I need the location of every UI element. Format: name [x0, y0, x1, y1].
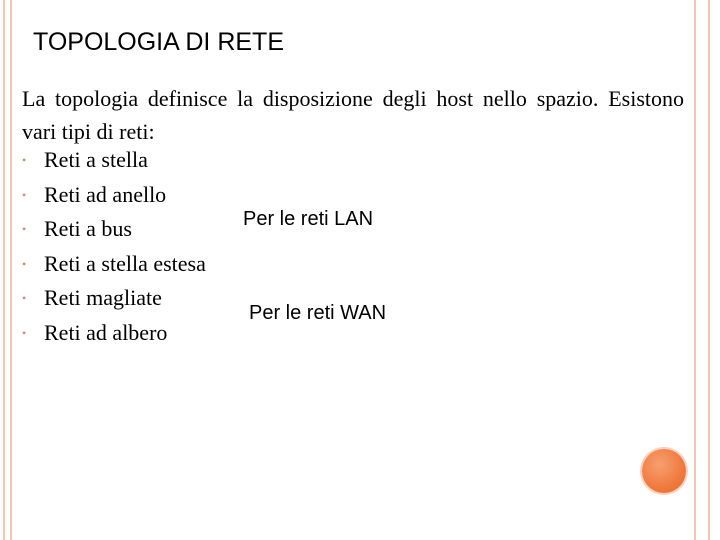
list-item-text: Reti a stella estesa — [44, 250, 206, 276]
list-item-text: Reti ad anello — [44, 181, 167, 207]
list-item — [22, 247, 206, 282]
left-frame-line-inner — [10, 0, 12, 540]
left-frame-line-outer — [3, 0, 5, 540]
bullet-icon: • — [22, 187, 27, 202]
list-item — [22, 212, 206, 247]
slide-title: TOPOLOGIA DI RETE — [33, 28, 284, 56]
bullet-icon: • — [22, 153, 27, 167]
bullet-icon: • — [22, 291, 27, 306]
note-wan: Per le reti WAN — [249, 302, 387, 324]
list-item-text: Reti magliate — [44, 285, 162, 311]
list-item — [22, 281, 206, 316]
bullet-icon: • — [22, 256, 27, 271]
list-item — [22, 143, 206, 178]
list-item-text: Reti a bus — [44, 216, 132, 242]
list-item — [22, 178, 206, 213]
bullet-icon: • — [22, 222, 27, 237]
list-item-text: Reti ad albero — [44, 319, 168, 345]
right-frame-line-outer — [708, 0, 710, 540]
right-frame-line-inner — [694, 0, 696, 540]
intro-paragraph: La topologia definisce la disposizione degli host nello spazio. Esistono vari tipi di reti: — [22, 86, 684, 144]
list-item-text: Reti a stella — [44, 147, 148, 172]
list-item — [22, 316, 206, 351]
topology-list — [22, 143, 206, 351]
bullet-icon: • — [22, 325, 27, 340]
decorative-orb-icon — [642, 449, 686, 493]
note-lan: Per le reti LAN — [243, 208, 374, 230]
